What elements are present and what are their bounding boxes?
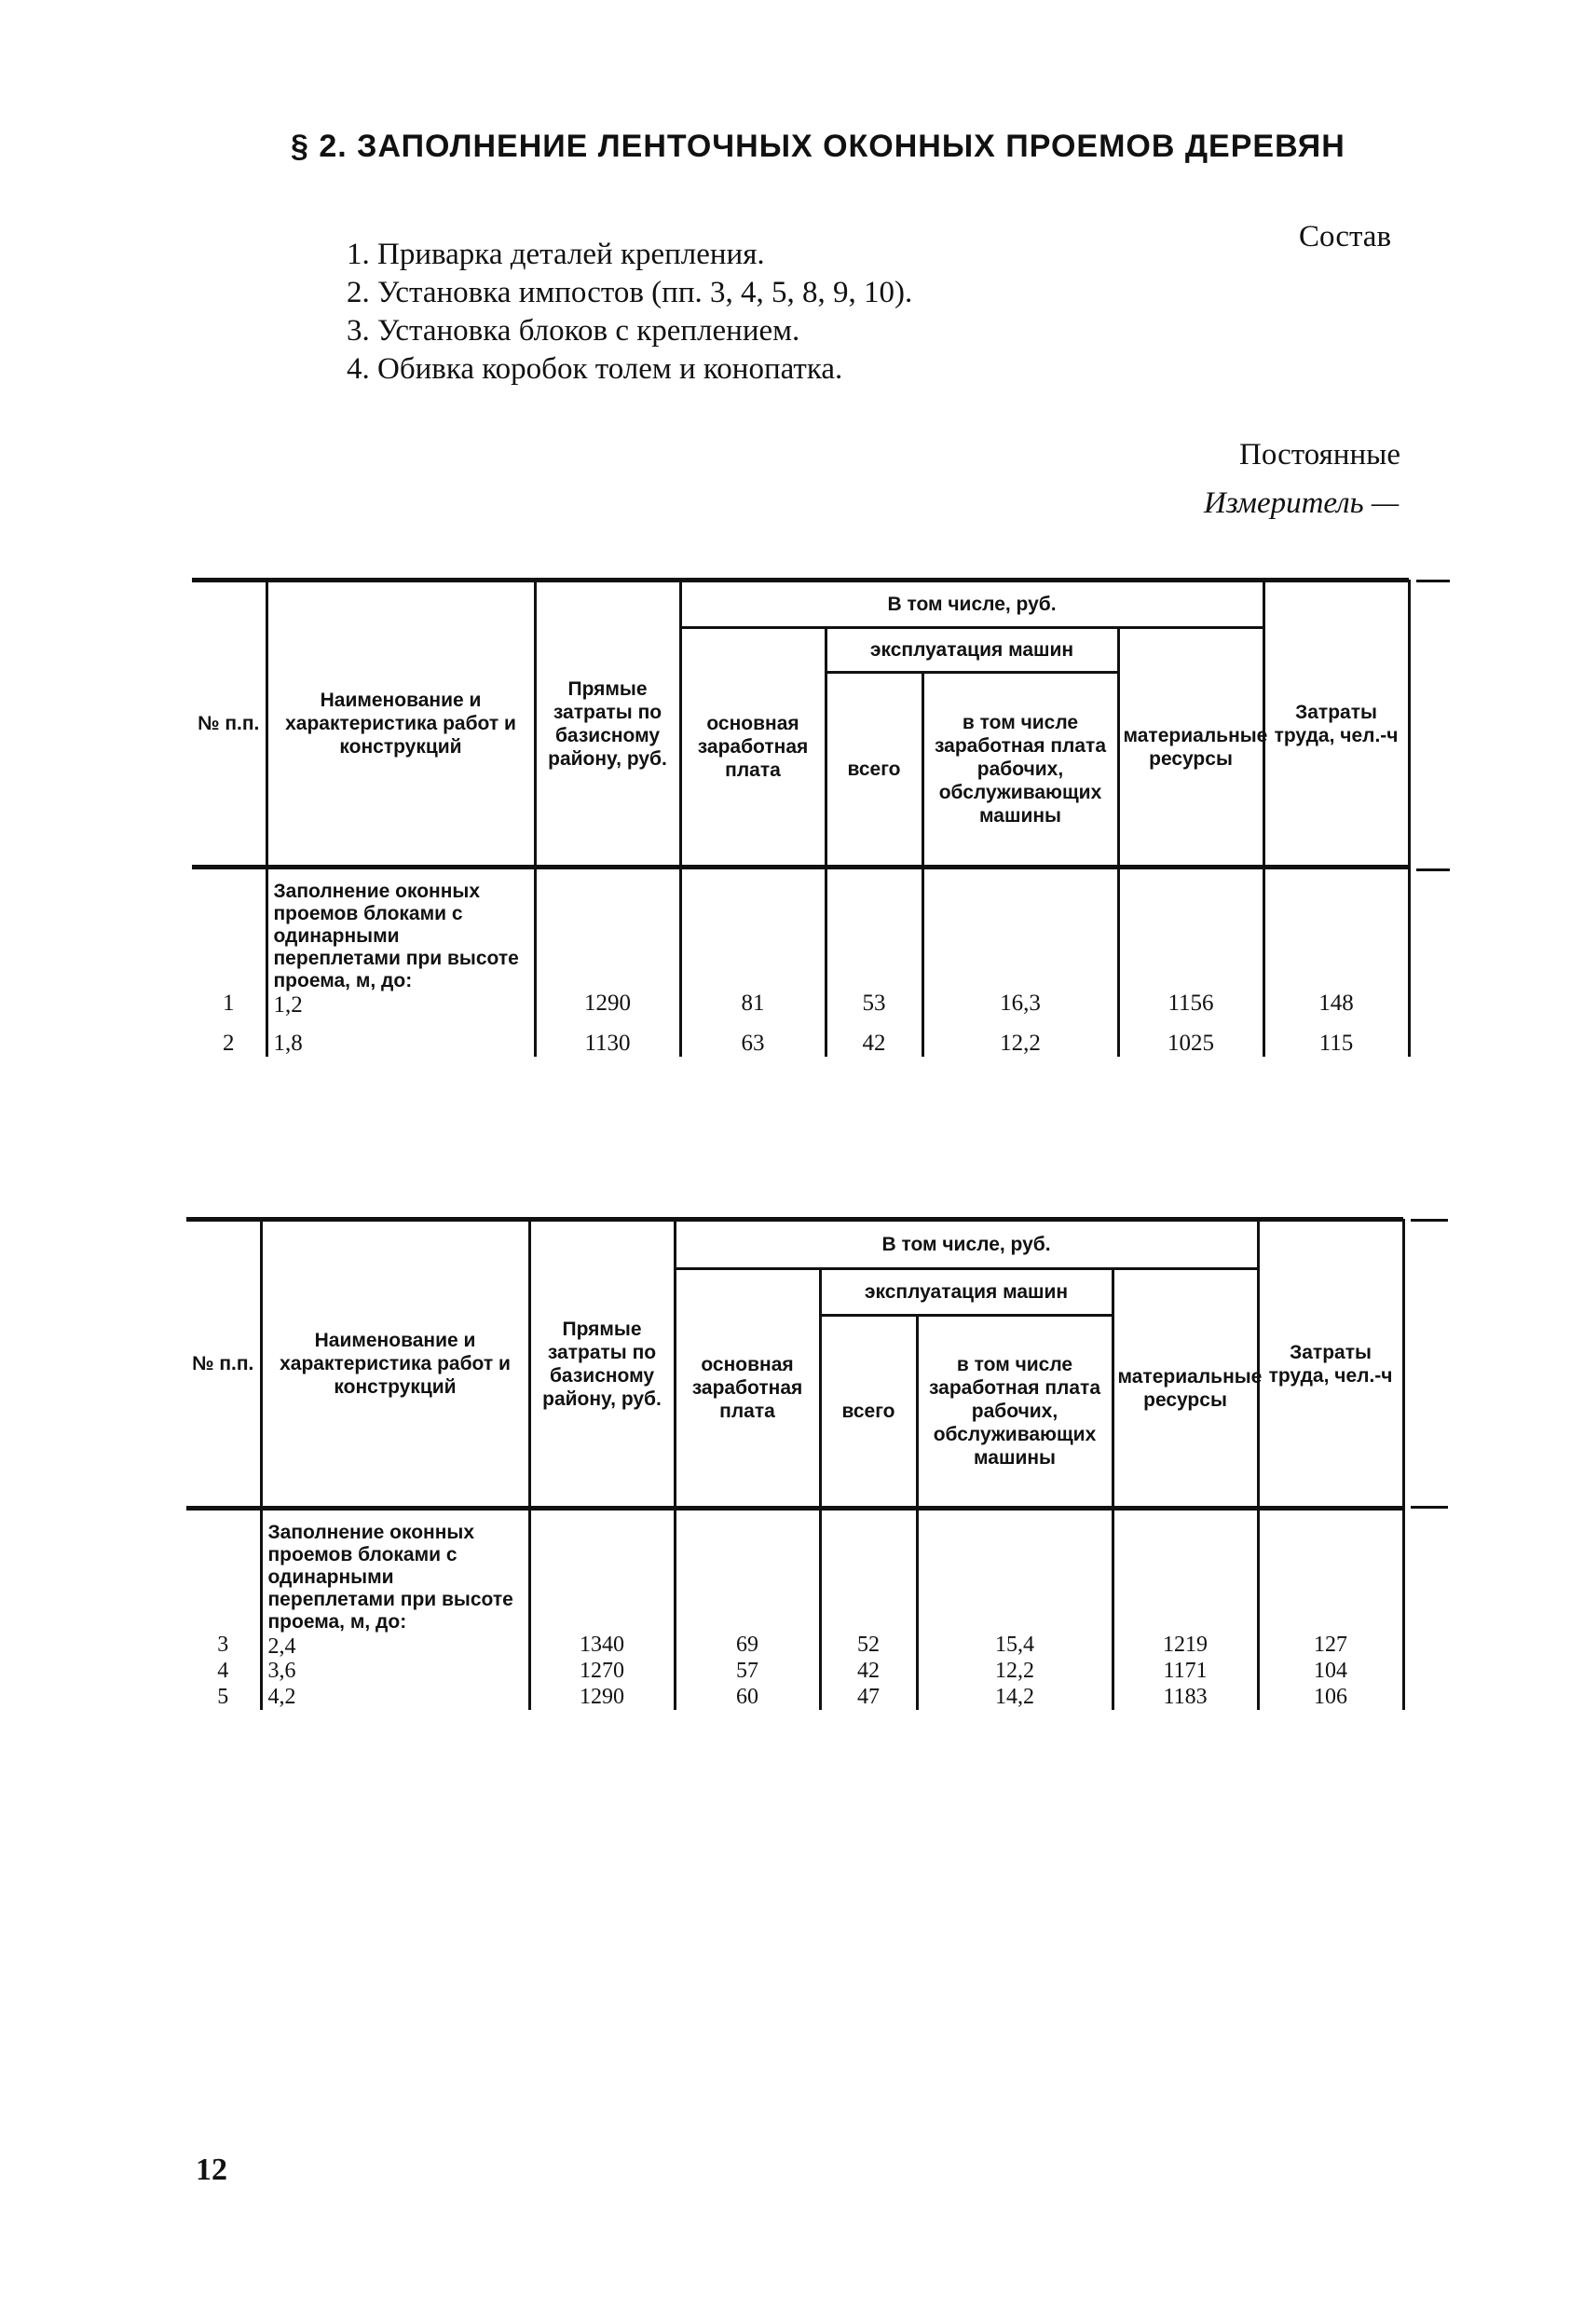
header-base-wage: основная заработная плата (680, 628, 826, 867)
labor-cell: 115 (1263, 1017, 1409, 1057)
work-composition-list (347, 236, 912, 389)
base-wage-cell: 57 (675, 1658, 820, 1684)
direct-costs-cell: 1340 (529, 1508, 675, 1659)
row-num: 3 (186, 1508, 261, 1659)
row-name: 3,6 (261, 1658, 529, 1684)
constants-label: Постоянные (1239, 438, 1400, 472)
header-including: В том числе, руб. (675, 1221, 1258, 1269)
rates-table-2 (186, 1219, 1405, 1710)
machine-total-cell: 42 (820, 1658, 917, 1684)
header-name: Наименование и характеристика работ и конструкций (266, 581, 535, 867)
header-machine-operation: эксплуатация машин (826, 628, 1118, 673)
materials-cell: 1025 (1118, 1017, 1263, 1057)
table-row (186, 1684, 1403, 1710)
table-edge-rule (1411, 1506, 1448, 1509)
row-height-value: 1,2 (273, 992, 303, 1018)
table-row (192, 867, 1409, 1018)
header-machine-total: всего (826, 673, 922, 867)
row-num: 5 (186, 1684, 261, 1710)
header-labor: Затраты труда, чел.-ч (1258, 1221, 1403, 1508)
header-num: № п.п. (192, 581, 266, 867)
row-name: 4,2 (261, 1684, 529, 1710)
direct-costs-cell: 1270 (529, 1658, 675, 1684)
header-num: № п.п. (186, 1221, 261, 1508)
page-number: 12 (196, 2153, 227, 2187)
row-name (261, 1508, 529, 1659)
section-title: § 2. ЗАПОЛНЕНИЕ ЛЕНТОЧНЫХ ОКОННЫХ ПРОЕМОВ ДЕРЕВЯН (291, 129, 1345, 164)
materials-cell: 1219 (1113, 1508, 1258, 1659)
labor-cell: 104 (1258, 1658, 1403, 1684)
header-direct-costs: Прямые затраты по базисному району, руб. (529, 1221, 675, 1508)
direct-costs-cell: 1130 (535, 1017, 680, 1057)
machine-wage-cell: 16,3 (922, 867, 1118, 1018)
machine-total-cell: 53 (826, 867, 922, 1018)
header-name: Наименование и характеристика работ и конструкций (261, 1221, 529, 1508)
base-wage-cell: 60 (675, 1684, 820, 1710)
work-step: 4. Обивка коробок толем и конопатка. (347, 352, 843, 386)
machine-wage-cell: 12,2 (922, 1017, 1118, 1057)
materials-cell: 1183 (1113, 1684, 1258, 1710)
header-direct-costs: Прямые затраты по базисному району, руб. (535, 581, 680, 867)
header-machine-operation: эксплуатация машин (820, 1269, 1113, 1316)
measure-label: Измеритель — (1204, 486, 1400, 520)
table-row (186, 1658, 1403, 1684)
header-labor: Затраты труда, чел.-ч (1263, 581, 1409, 867)
machine-total-cell: 52 (820, 1508, 917, 1659)
row-name: 1,8 (266, 1017, 535, 1057)
table-row (186, 1508, 1403, 1659)
row-num: 2 (192, 1017, 266, 1057)
header-materials: материальные ресурсы (1113, 1269, 1258, 1508)
labor-cell: 148 (1263, 867, 1409, 1018)
labor-cell: 127 (1258, 1508, 1403, 1659)
group-description: Заполнение оконных проемов блоками с одинарными переплетами при высоте проема, м, до: (273, 881, 519, 991)
composition-label: Состав (1299, 220, 1392, 253)
labor-cell: 106 (1258, 1684, 1403, 1710)
header-machine-wage: в том числе заработная плата рабочих, обслуживающих машины (917, 1316, 1113, 1508)
row-num: 4 (186, 1658, 261, 1684)
materials-cell: 1156 (1118, 867, 1263, 1018)
header-materials: материальные ресурсы (1118, 628, 1263, 867)
direct-costs-cell: 1290 (529, 1684, 675, 1710)
header-base-wage: основная заработная плата (675, 1269, 820, 1508)
row-name (266, 867, 535, 1018)
header-machine-wage: в том числе заработная плата рабочих, обслуживающих машины (922, 673, 1118, 867)
machine-wage-cell: 12,2 (917, 1658, 1113, 1684)
machine-wage-cell: 14,2 (917, 1684, 1113, 1710)
group-description: Заполнение оконных проемов блоками с одинарными переплетами при высоте проема, м, до: (267, 1522, 513, 1633)
header-machine-total: всего (820, 1316, 917, 1508)
work-step: 3. Установка блоков с креплением. (347, 314, 800, 348)
table-row (192, 1017, 1409, 1057)
machine-total-cell: 47 (820, 1684, 917, 1710)
materials-cell: 1171 (1113, 1658, 1258, 1684)
direct-costs-cell: 1290 (535, 867, 680, 1018)
base-wage-cell: 81 (680, 867, 826, 1018)
machine-total-cell: 42 (826, 1017, 922, 1057)
table-edge-rule (1416, 868, 1450, 871)
table-edge-rule (1411, 1219, 1448, 1222)
base-wage-cell: 69 (675, 1508, 820, 1659)
table-edge-rule (1416, 580, 1450, 582)
machine-wage-cell: 15,4 (917, 1508, 1113, 1659)
header-including: В том числе, руб. (680, 581, 1263, 628)
row-height-value: 2,4 (267, 1634, 296, 1659)
work-step: 1. Приварка деталей крепления. (347, 238, 765, 271)
base-wage-cell: 63 (680, 1017, 826, 1057)
row-num: 1 (192, 867, 266, 1018)
rates-table-1 (192, 580, 1411, 1057)
work-step: 2. Установка импостов (пп. 3, 4, 5, 8, 9, 10). (347, 276, 913, 309)
